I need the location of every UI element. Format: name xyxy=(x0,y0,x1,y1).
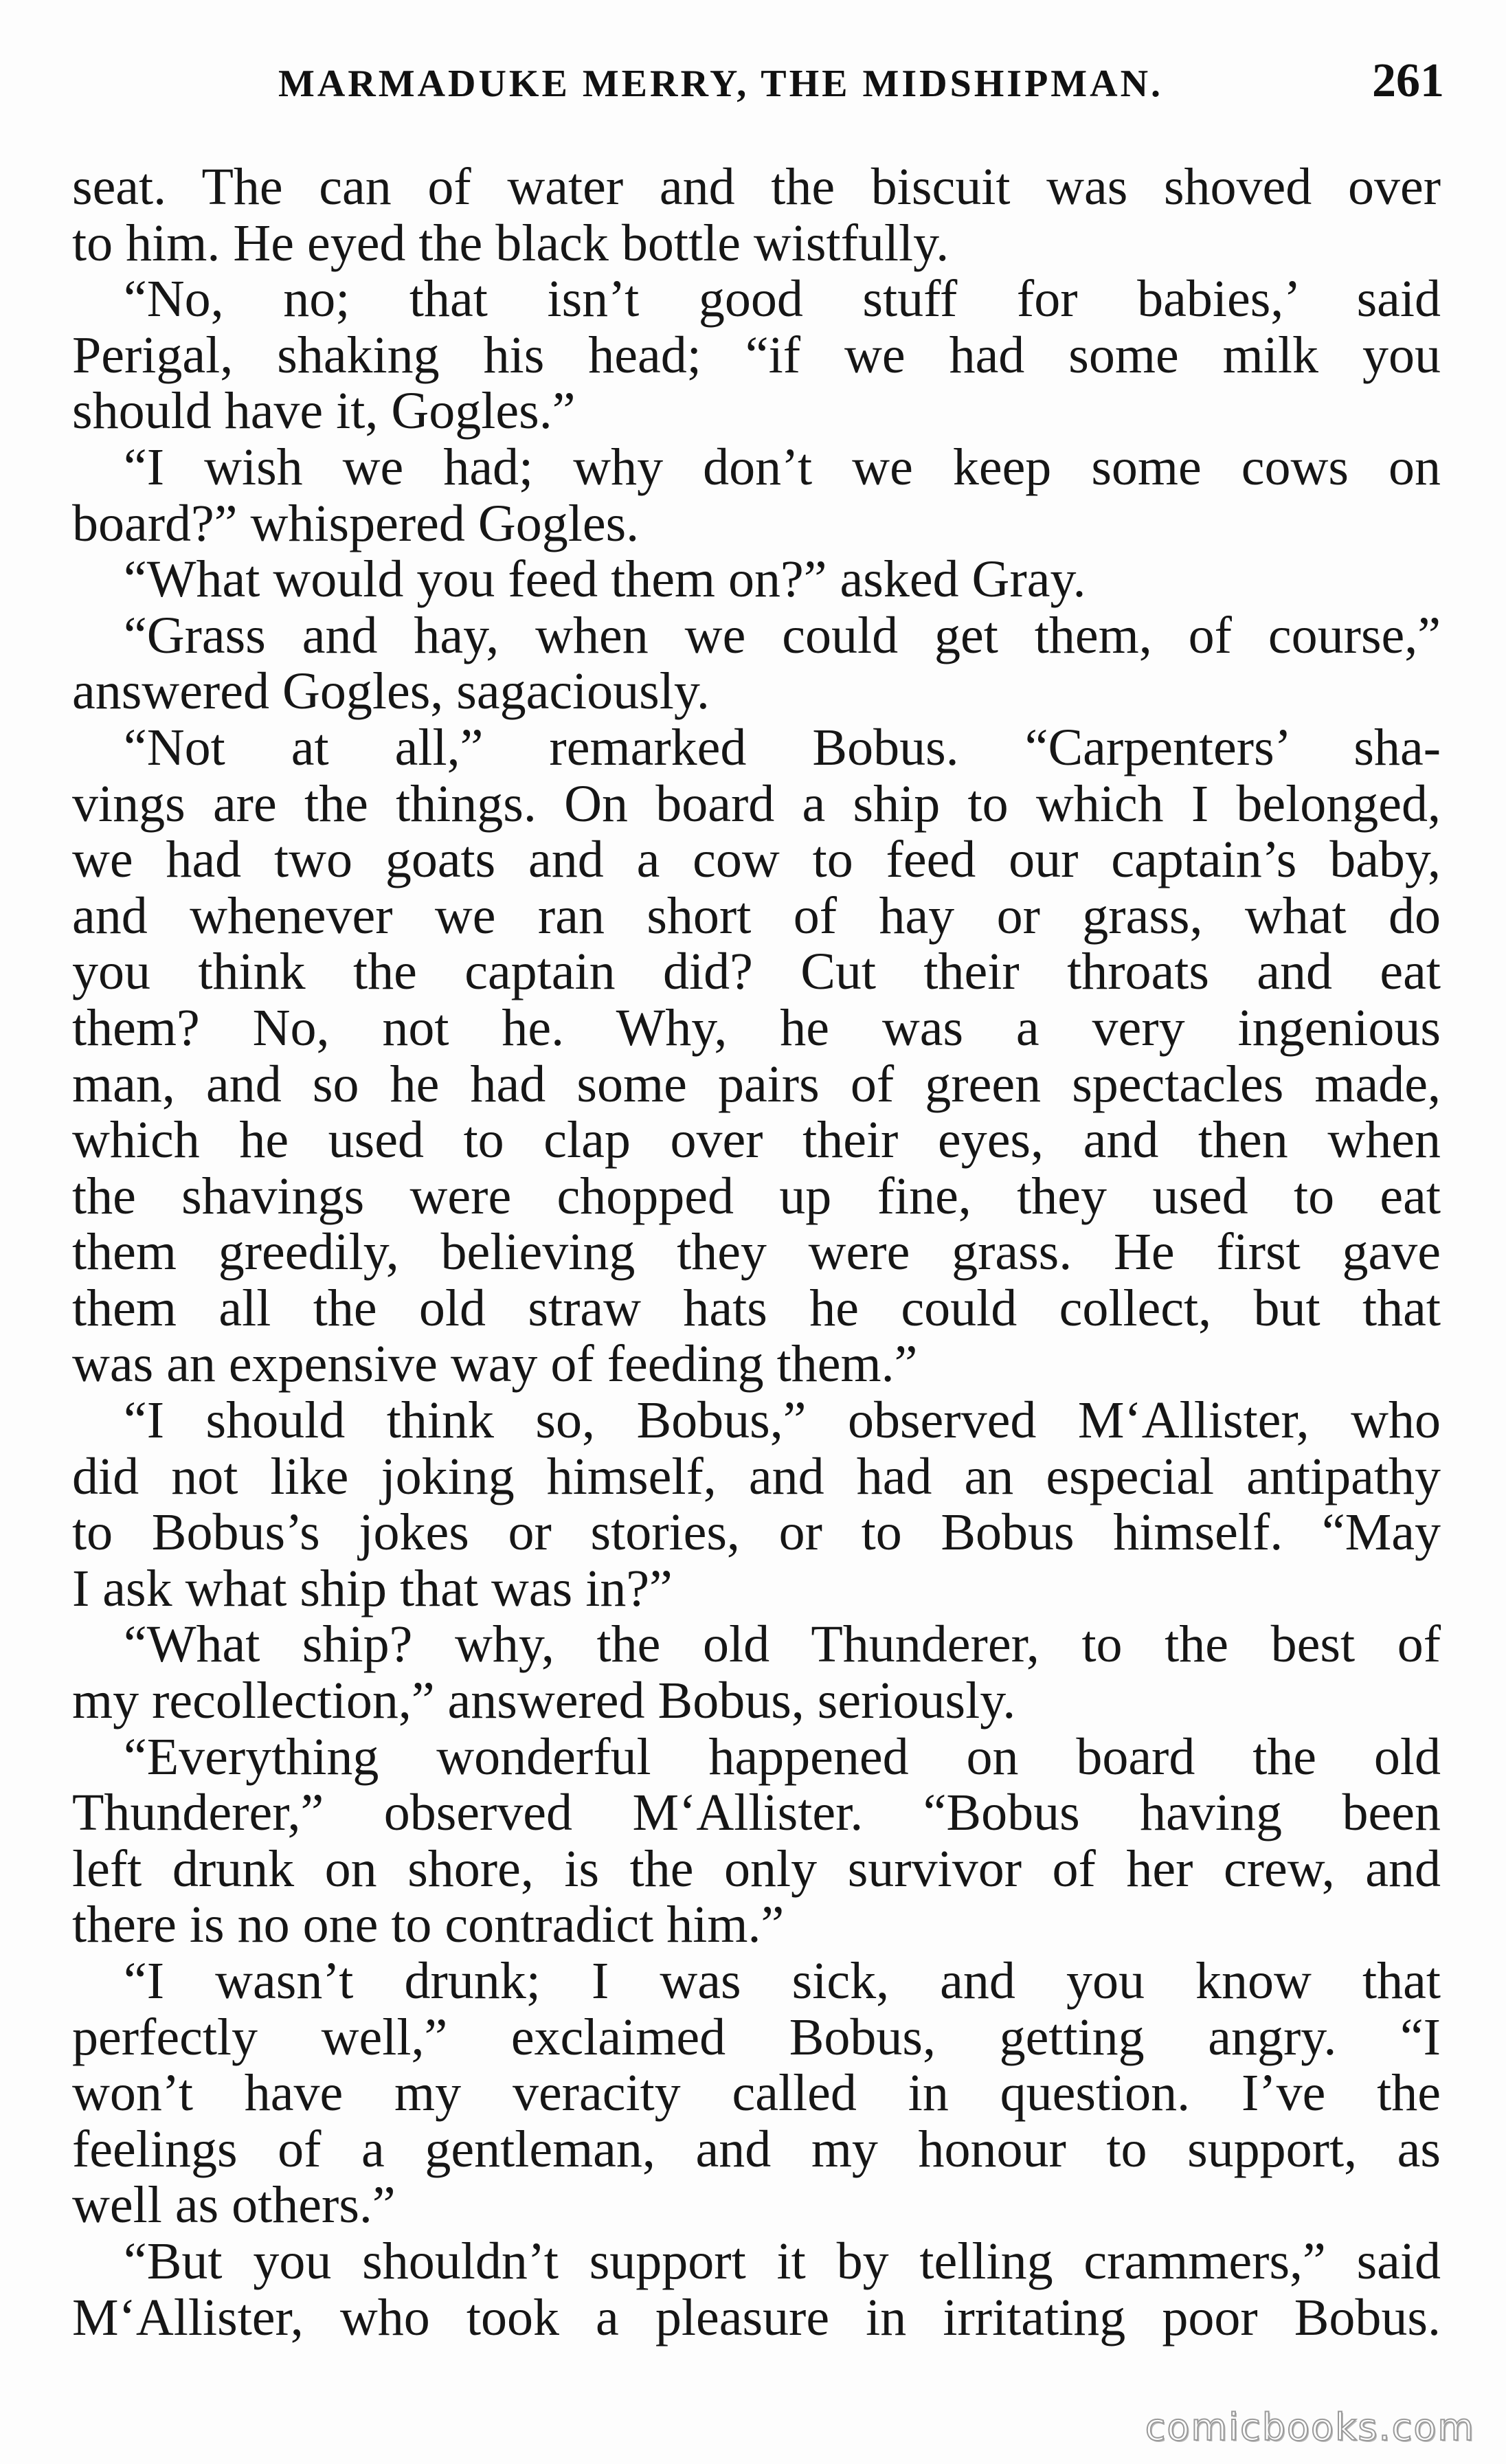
text-line: them? No, not he. Why, he was a very ingenious xyxy=(72,998,1441,1057)
body-text xyxy=(72,159,1441,2346)
text-line: there is no one to contradict him.” xyxy=(72,1896,785,1954)
running-title: MARMADUKE MERRY, THE MIDSHIPMAN. xyxy=(278,63,1164,105)
text-line: and whenever we ran short of hay or grass, what do xyxy=(72,886,1441,945)
text-line: the shavings were chopped up fine, they used to eat xyxy=(72,1167,1441,1225)
text-line: vings are the things. On board a ship to which I belonged, xyxy=(72,774,1441,833)
text-line: M‘Allister, who took a pleasure in irritating poor Bobus. xyxy=(72,2288,1441,2347)
text-line: “Grass and hay, when we could get them, of course,” xyxy=(124,606,1441,664)
text-line: “What ship? why, the old Thunderer, to the best of xyxy=(124,1615,1441,1674)
text-line: “Not at all,” remarked Bobus. “Carpenters’ sha- xyxy=(124,718,1441,776)
text-line: my recollection,” answered Bobus, seriously. xyxy=(72,1672,1016,1730)
text-line: feelings of a gentleman, and my honour to support, as xyxy=(72,2120,1441,2178)
text-line: was an expensive way of feeding them.” xyxy=(72,1335,918,1393)
text-line: “Everything wonderful happened on board the old xyxy=(124,1727,1441,1786)
page-number: 261 xyxy=(1372,54,1444,107)
text-line: should have it, Gogles.” xyxy=(72,382,576,440)
text-line: “I wish we had; why don’t we keep some cows on xyxy=(124,438,1441,496)
text-line: man, and so he had some pairs of green spectacles made, xyxy=(72,1055,1441,1113)
text-line: seat. The can of water and the biscuit was shoved over xyxy=(72,158,1441,216)
text-line: “What would you feed them on?” asked Gray. xyxy=(124,550,1086,609)
text-line: I ask what ship that was in?” xyxy=(72,1559,673,1617)
text-line: did not like joking himself, and had an especial antipathy xyxy=(72,1447,1441,1505)
text-line: “I wasn’t drunk; I was sick, and you know that xyxy=(124,1952,1441,2010)
text-line: to Bobus’s jokes or stories, or to Bobus himself. “May xyxy=(72,1503,1441,1562)
text-line: answered Gogles, sagaciously. xyxy=(72,662,710,721)
text-line: board?” whispered Gogles. xyxy=(72,494,640,552)
text-line: “I should think so, Bobus,” observed M‘Allister, who xyxy=(124,1391,1441,1450)
text-line: Thunderer,” observed M‘Allister. “Bobus having been xyxy=(72,1784,1441,1842)
watermark: comicbooks.com xyxy=(1145,2406,1475,2449)
page-header xyxy=(72,54,1444,115)
text-line: to him. He eyed the black bottle wistfully. xyxy=(72,214,949,272)
text-line: perfectly well,” exclaimed Bobus, getting angry. “I xyxy=(72,2008,1441,2066)
text-line: “But you shouldn’t support it by telling crammers,” said xyxy=(124,2232,1441,2290)
text-line: which he used to clap over their eyes, and then when xyxy=(72,1111,1441,1169)
text-line: you think the captain did? Cut their throats and eat xyxy=(72,943,1441,1001)
text-line: won’t have my veracity called in question. I’ve the xyxy=(72,2064,1441,2123)
text-line: Perigal, shaking his head; “if we had some milk you xyxy=(72,326,1441,384)
text-line: them all the old straw hats he could collect, but that xyxy=(72,1279,1441,1337)
text-line: them greedily, believing they were grass. He first gave xyxy=(72,1223,1441,1281)
text-line: “No, no; that isn’t good stuff for babies,’ said xyxy=(124,270,1441,328)
text-line: left drunk on shore, is the only survivor of her crew, and xyxy=(72,1839,1441,1898)
text-line: we had two goats and a cow to feed our captain’s baby, xyxy=(72,831,1441,889)
text-line: well as others.” xyxy=(72,2176,396,2235)
